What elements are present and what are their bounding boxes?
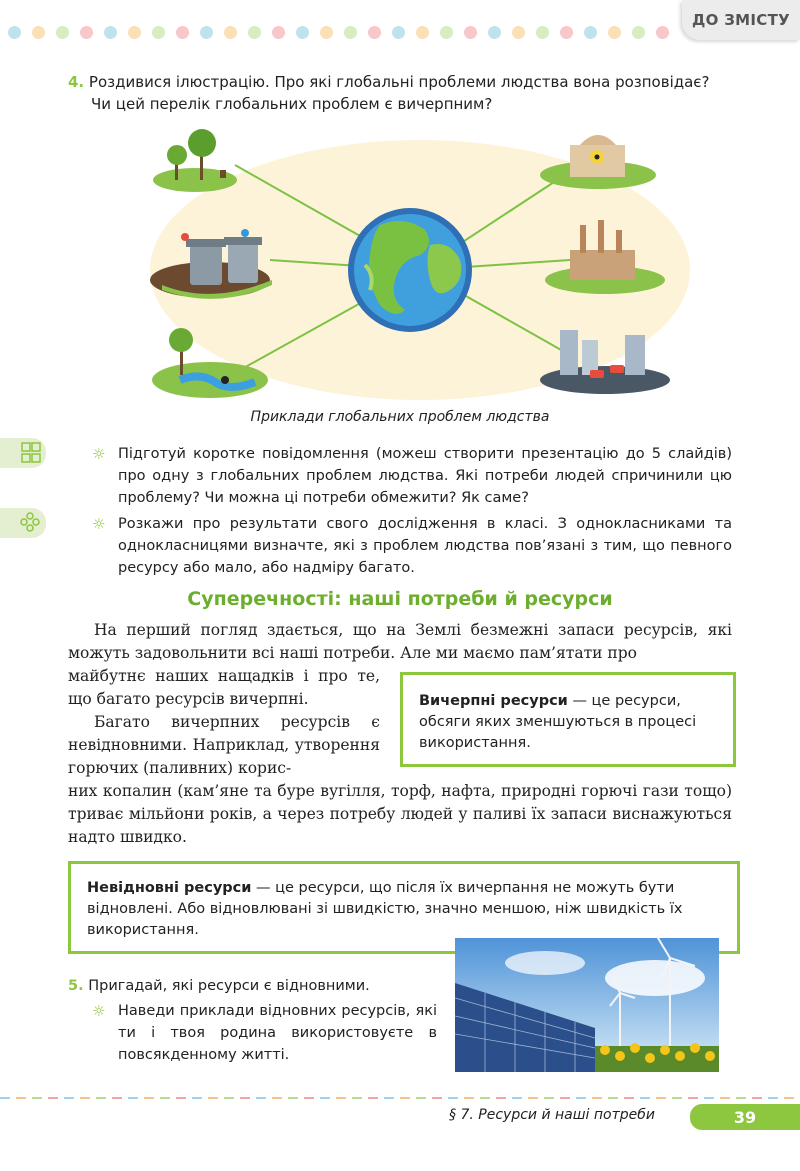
footer-dash xyxy=(192,1097,202,1099)
paragraph-1-full: На перший погляд здається, що на Землі безмежні запаси ресурсів, які можуть задовольнити всі наші потреби. Але ми маємо пам’ятати про xyxy=(68,621,732,662)
decorative-dot xyxy=(440,26,453,39)
footer-dash xyxy=(80,1097,90,1099)
footer-dash xyxy=(256,1097,266,1099)
footer-dash xyxy=(576,1097,586,1099)
decorative-dot xyxy=(296,26,309,39)
footer-dash xyxy=(656,1097,666,1099)
decorative-dot xyxy=(320,26,333,39)
decorative-dot xyxy=(584,26,597,39)
footer-dash xyxy=(176,1097,186,1099)
decorative-dot xyxy=(656,26,669,39)
footer-dash xyxy=(704,1097,714,1099)
footer-dash xyxy=(512,1097,522,1099)
footer-dash xyxy=(784,1097,794,1099)
decorative-dot xyxy=(200,26,213,39)
task-2-text: Розкажи про результати свого дослідження в класі. З однокласниками та однокласницями визначте, які з проблем людства пов’язані з тим, що певного ресурсу або мало, або надміру багато. xyxy=(118,516,732,576)
decorative-dot xyxy=(536,26,549,39)
footer-dash xyxy=(208,1097,218,1099)
decorative-dot xyxy=(104,26,117,39)
deforestation-icon xyxy=(153,129,237,192)
footer-dash xyxy=(432,1097,442,1099)
footer-dash xyxy=(128,1097,138,1099)
footer-dash xyxy=(496,1097,506,1099)
footer-dash xyxy=(384,1097,394,1099)
illustration-caption: Приклади глобальних проблем людства xyxy=(250,409,550,425)
footer-dash xyxy=(224,1097,234,1099)
footer-dash xyxy=(464,1097,474,1099)
footer-dash xyxy=(304,1097,314,1099)
footer-dash xyxy=(64,1097,74,1099)
sun-bullet-icon: ☼ xyxy=(92,515,106,533)
question-text-line1: Роздивися ілюстрацію. Про які глобальні проблеми людства вона розповідає? xyxy=(88,73,710,91)
decorative-dot xyxy=(464,26,477,39)
footer-dash xyxy=(160,1097,170,1099)
decorative-dot xyxy=(512,26,525,39)
definition-exhaustible-box xyxy=(400,672,736,767)
decorative-dot xyxy=(80,26,93,39)
footer-dash xyxy=(736,1097,746,1099)
decorative-dot xyxy=(344,26,357,39)
decorative-dot xyxy=(32,26,45,39)
sun-bullet-icon: ☼ xyxy=(92,445,106,463)
footer-dash xyxy=(720,1097,730,1099)
footer-dash xyxy=(624,1097,634,1099)
footer-dash xyxy=(400,1097,410,1099)
decorative-dot xyxy=(368,26,381,39)
toc-button[interactable]: ДО ЗМІСТУ xyxy=(682,0,800,40)
footer-dash xyxy=(592,1097,602,1099)
task-2 xyxy=(92,513,732,579)
definition-text: — це ресурси, обсяги яких зменшуються в процесі використання. xyxy=(419,693,697,751)
group-work-icon xyxy=(0,508,46,538)
question-number: 5. xyxy=(68,978,84,994)
footer-dash xyxy=(288,1097,298,1099)
question-number: 4. xyxy=(68,73,85,91)
decorative-dot xyxy=(152,26,165,39)
footer-dash xyxy=(640,1097,650,1099)
footer-dash xyxy=(688,1097,698,1099)
decorative-dot xyxy=(392,26,405,39)
footer-dashed-line xyxy=(0,1097,800,1099)
footer-dash xyxy=(336,1097,346,1099)
footer-dash xyxy=(528,1097,538,1099)
footer-dash xyxy=(112,1097,122,1099)
paragraph-1-narrow: майбутнє наших нащадків і про те, що багато ресурсів вичерпні. xyxy=(68,667,380,708)
section-heading: Суперечності: наші потреби й ресурси xyxy=(187,588,613,610)
question-4 xyxy=(68,72,710,93)
footer-dash xyxy=(768,1097,778,1099)
footer-dash xyxy=(272,1097,282,1099)
decorative-dot xyxy=(248,26,261,39)
decorative-dot xyxy=(560,26,573,39)
decorative-dot xyxy=(56,26,69,39)
paragraph-2-full: них копалин (кам’яне та буре вугілля, торф, нафта, природні горючі гази тощо) триває мільйони років, а через потребу людей у паливі їх запаси виснажуються надто швидко. xyxy=(68,782,732,846)
footer-dash xyxy=(560,1097,570,1099)
earth-globe-icon xyxy=(348,208,472,332)
task-1-text: Підготуй коротке повідомлення (можеш створити презентацію до 5 слайдів) про одну з глобальних проблем людства. Які потреби людей спричинили цю проблему? Чи можна ці потреби обмежити? Як саме? xyxy=(118,446,732,506)
definition-term: Невідновні ресурси xyxy=(87,880,252,896)
decorative-dot xyxy=(224,26,237,39)
footer-dash xyxy=(352,1097,362,1099)
footer-dash xyxy=(416,1097,426,1099)
decorative-dot xyxy=(608,26,621,39)
footer-dash xyxy=(48,1097,58,1099)
question-5-task-text: Наведи приклади відновних ресурсів, які ти і твоя родина використовуєте в повсякденному житті. xyxy=(118,1003,437,1063)
presentation-icon xyxy=(0,438,46,468)
decorative-dot xyxy=(8,26,21,39)
footer-dash xyxy=(544,1097,554,1099)
footer-dash xyxy=(0,1097,10,1099)
question-5-task xyxy=(92,1000,437,1066)
footer-dash xyxy=(320,1097,330,1099)
footer-dash xyxy=(32,1097,42,1099)
decorative-dot xyxy=(176,26,189,39)
footer-dash xyxy=(608,1097,618,1099)
question-5-text: Пригадай, які ресурси є відновними. xyxy=(88,978,370,994)
global-problems-illustration xyxy=(150,125,690,405)
decorative-dot xyxy=(272,26,285,39)
paragraph-2-narrow: Багато вичерпних ресурсів є невідновними. Наприклад, утворення горючих (паливних) корис- xyxy=(68,713,380,777)
footer-dash xyxy=(752,1097,762,1099)
footer-dash xyxy=(96,1097,106,1099)
footer-dash xyxy=(16,1097,26,1099)
definition-text: — це ресурси, що після їх вичерпання не можуть бути відновлені. Або відновлювані зі швидкістю, значно меншою, ніж швидкість їх використання. xyxy=(87,880,683,938)
footer-dash xyxy=(672,1097,682,1099)
task-1 xyxy=(92,443,732,509)
question-5 xyxy=(68,976,370,997)
decorative-dot xyxy=(632,26,645,39)
footer-dash xyxy=(368,1097,378,1099)
definition-term: Вичерпні ресурси xyxy=(419,693,568,709)
page-number: 39 xyxy=(690,1104,800,1130)
sun-bullet-icon: ☼ xyxy=(92,1002,106,1020)
decorative-dots xyxy=(8,26,688,40)
decorative-dot xyxy=(128,26,141,39)
footer-dash xyxy=(480,1097,490,1099)
footer-dash xyxy=(240,1097,250,1099)
footer-dash xyxy=(144,1097,154,1099)
question-4-line2: Чи цей перелік глобальних проблем є вичерпним? xyxy=(91,95,493,113)
footer-section-ref: § 7. Ресурси й наші потреби xyxy=(449,1107,655,1123)
decorative-dot xyxy=(416,26,429,39)
solar-wind-photo xyxy=(455,938,719,1072)
footer-dash xyxy=(448,1097,458,1099)
decorative-dot xyxy=(488,26,501,39)
